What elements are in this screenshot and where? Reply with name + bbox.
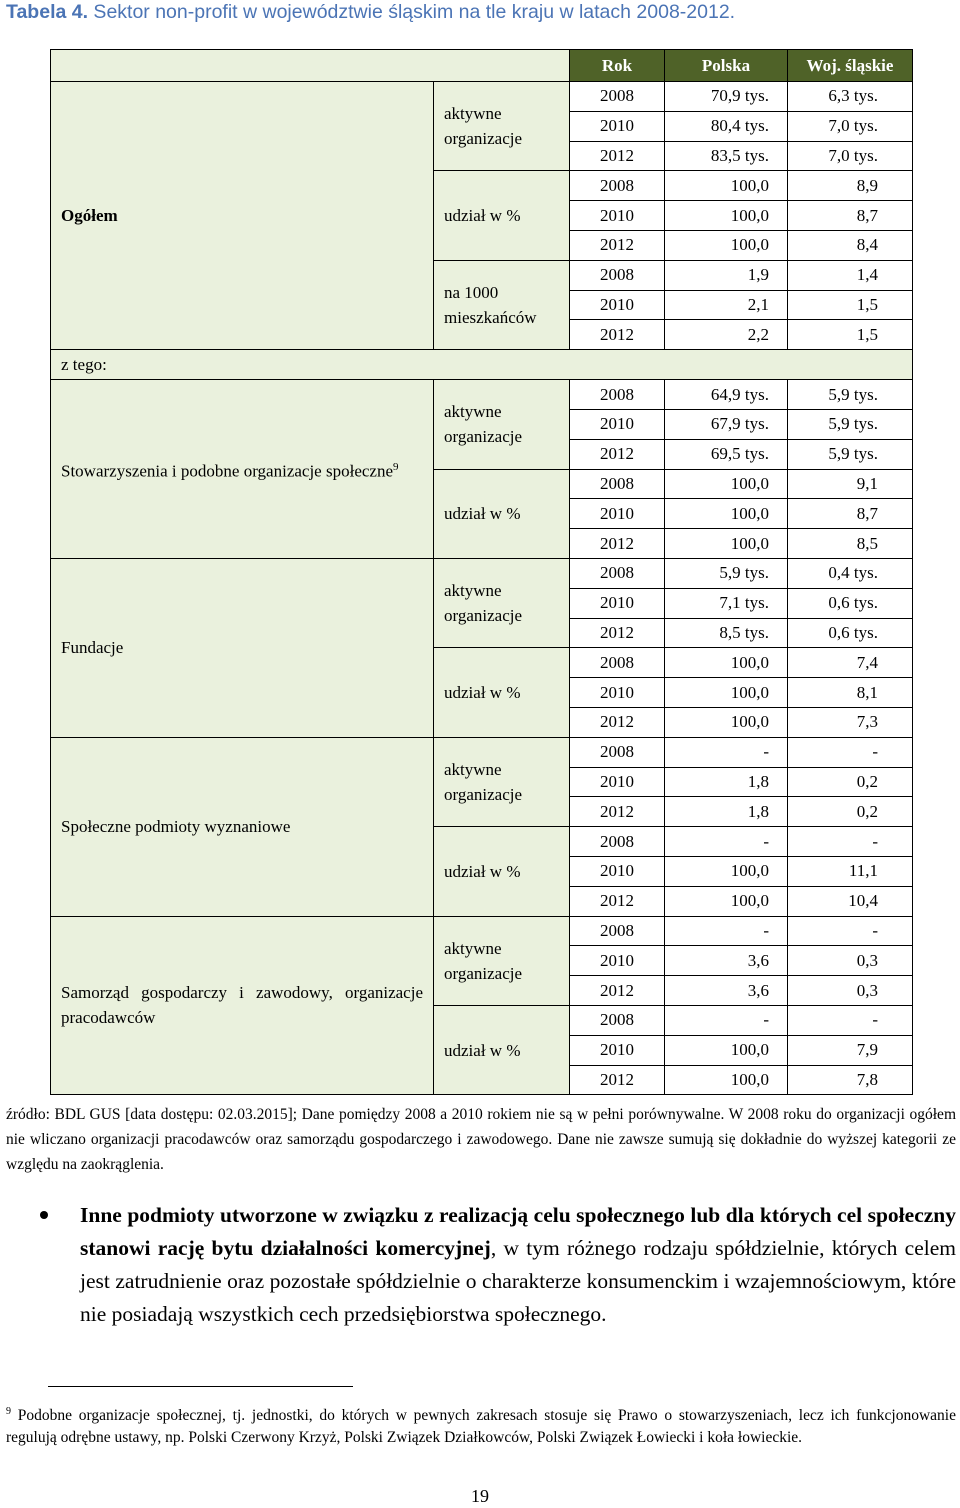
footnote-text: Podobne organizacje społecznej, tj. jednostki, do których w pewnych zakresach stosuje się Prawo o stowarzyszeniach, lecz ich funkcjonowanie regulują odrębne ustawy, np. Polski Czerwony Krzyż, Polski Związek Działkowców, Polski Związek Łowiecki i koła łowieckie. (6, 1407, 956, 1446)
woj-cell: 7,0 tys. (788, 141, 913, 171)
year-cell: 2008 (570, 469, 665, 499)
woj-cell: - (788, 1005, 913, 1035)
footnote-marker: 9 (6, 1406, 11, 1417)
category-cell (51, 737, 434, 916)
polska-cell: 100,0 (665, 648, 788, 678)
category-cell (51, 82, 434, 350)
woj-cell: 1,5 (788, 290, 913, 320)
year-cell: 2008 (570, 648, 665, 678)
year-cell: 2008 (570, 737, 665, 767)
woj-cell: - (788, 916, 913, 946)
measure-label: udział w % (434, 827, 570, 916)
year-cell: 2008 (570, 380, 665, 410)
polska-cell: 100,0 (665, 171, 788, 201)
category-name: Ogółem (61, 206, 118, 226)
footnote-separator (48, 1386, 353, 1387)
polska-cell: 7,1 tys. (665, 588, 788, 618)
polska-cell: 3,6 (665, 946, 788, 976)
measure-label: udział w % (434, 648, 570, 737)
woj-cell: 0,6 tys. (788, 588, 913, 618)
table-row (51, 737, 913, 767)
category-name: Społeczne podmioty wyznaniowe (61, 817, 291, 837)
woj-cell: 5,9 tys. (788, 380, 913, 410)
year-cell: 2010 (570, 201, 665, 231)
measure-label: aktywne organizacje (434, 82, 570, 171)
table-caption (6, 0, 735, 24)
woj-cell: 6,3 tys. (788, 82, 913, 112)
year-cell: 2012 (570, 141, 665, 171)
year-cell: 2008 (570, 558, 665, 588)
polska-cell: 64,9 tys. (665, 380, 788, 410)
z-tego-row (51, 350, 913, 380)
polska-cell: 2,1 (665, 290, 788, 320)
polska-cell: 100,0 (665, 678, 788, 708)
polska-cell: 2,2 (665, 320, 788, 350)
polska-cell: 100,0 (665, 1065, 788, 1095)
bullet-bold: Inne podmioty utworzone w związku z realizacją celu społecznego lub dla których cel społeczny stanowi rację bytu działalności komercyjnej (80, 1203, 956, 1260)
category-cell (51, 558, 434, 737)
bullet-dot-icon (40, 1211, 48, 1219)
year-cell: 2012 (570, 1065, 665, 1095)
header-woj: Woj. śląskie (788, 50, 913, 82)
woj-cell: 1,4 (788, 260, 913, 290)
woj-cell: 7,4 (788, 648, 913, 678)
category-name: Fundacje (61, 638, 124, 658)
woj-cell: 0,2 (788, 767, 913, 797)
polska-cell: 67,9 tys. (665, 409, 788, 439)
woj-cell: 5,9 tys. (788, 439, 913, 469)
polska-cell: - (665, 737, 788, 767)
year-cell: 2012 (570, 886, 665, 916)
year-cell: 2010 (570, 290, 665, 320)
polska-cell: 100,0 (665, 1035, 788, 1065)
woj-cell: 0,3 (788, 946, 913, 976)
measure-label: aktywne organizacje (434, 558, 570, 647)
footnote (6, 1401, 956, 1448)
category-name: Stowarzyszenia i podobne organizacje społeczne (61, 461, 393, 481)
polska-cell: 83,5 tys. (665, 141, 788, 171)
year-cell: 2010 (570, 409, 665, 439)
woj-cell: 8,1 (788, 678, 913, 708)
woj-cell: 8,4 (788, 230, 913, 260)
measure-label: udział w % (434, 469, 570, 558)
polska-cell: 100,0 (665, 529, 788, 559)
woj-cell: 0,6 tys. (788, 618, 913, 648)
table-header-row (51, 50, 913, 82)
bullet-rest: , w tym różnego rodzaju spółdzielnie, których celem jest zatrudnienie oraz pozostałe spółdzielnie o charakterze konsumenckim i wzajemnościowym, które nie posiadają wszystkich cech przedsiębiorstwa społecznego. (80, 1236, 956, 1326)
category-cell (51, 380, 434, 559)
polska-cell: 8,5 tys. (665, 618, 788, 648)
z-tego-label: z tego: (51, 350, 913, 380)
year-cell: 2010 (570, 588, 665, 618)
polska-cell: 1,8 (665, 767, 788, 797)
year-cell: 2008 (570, 1005, 665, 1035)
measure-label: na 1000 mieszkańców (434, 260, 570, 349)
woj-cell: 8,9 (788, 171, 913, 201)
caption-text: Sektor non-profit w województwie śląskim na tle kraju w latach 2008-2012. (88, 1, 736, 23)
year-cell: 2008 (570, 82, 665, 112)
table-row (51, 82, 913, 112)
year-cell: 2012 (570, 797, 665, 827)
woj-cell: 8,7 (788, 201, 913, 231)
polska-cell: 69,5 tys. (665, 439, 788, 469)
woj-cell: 0,3 (788, 976, 913, 1006)
header-year: Rok (570, 50, 665, 82)
year-cell: 2010 (570, 767, 665, 797)
table-row (51, 916, 913, 946)
year-cell: 2008 (570, 171, 665, 201)
woj-cell: 7,3 (788, 707, 913, 737)
polska-cell: 100,0 (665, 886, 788, 916)
category-name: Samorząd gospodarczy i zawodowy, organizacje pracodawców (61, 983, 423, 1028)
woj-cell: 7,0 tys. (788, 111, 913, 141)
polska-cell: 100,0 (665, 856, 788, 886)
year-cell: 2010 (570, 678, 665, 708)
woj-cell: - (788, 827, 913, 857)
source-note: źródło: BDL GUS [data dostępu: 02.03.2015]; Dane pomiędzy 2008 a 2010 rokiem nie są w pełni porównywalne. W 2008 roku do organizacji ogółem nie wliczano organizacji pracodawców oraz samorządu gospodarczego i zawodowego. Dane nie zawsze sumują się dokładnie do wyższej kategorii ze względu na zaokrąglenia. (6, 1106, 956, 1173)
year-cell: 2010 (570, 946, 665, 976)
woj-cell: 7,8 (788, 1065, 913, 1095)
year-cell: 2012 (570, 439, 665, 469)
category-footnote-marker: 9 (393, 460, 399, 473)
polska-cell: - (665, 1005, 788, 1035)
measure-label: udział w % (434, 1005, 570, 1094)
table-row (51, 558, 913, 588)
year-cell: 2008 (570, 260, 665, 290)
measure-label: aktywne organizacje (434, 737, 570, 826)
page-number: 19 (471, 1486, 489, 1506)
woj-cell: 5,9 tys. (788, 409, 913, 439)
woj-cell: 1,5 (788, 320, 913, 350)
woj-cell: - (788, 737, 913, 767)
year-cell: 2010 (570, 856, 665, 886)
table-row (51, 380, 913, 410)
header-polska: Polska (665, 50, 788, 82)
polska-cell: 100,0 (665, 230, 788, 260)
year-cell: 2008 (570, 916, 665, 946)
measure-label: aktywne organizacje (434, 380, 570, 469)
year-cell: 2012 (570, 230, 665, 260)
polska-cell: 100,0 (665, 469, 788, 499)
woj-cell: 9,1 (788, 469, 913, 499)
polska-cell: 1,8 (665, 797, 788, 827)
polska-cell: 3,6 (665, 976, 788, 1006)
year-cell: 2008 (570, 827, 665, 857)
year-cell: 2010 (570, 499, 665, 529)
woj-cell: 7,9 (788, 1035, 913, 1065)
header-blank (51, 50, 570, 82)
polska-cell: 100,0 (665, 499, 788, 529)
polska-cell: 100,0 (665, 707, 788, 737)
woj-cell: 0,2 (788, 797, 913, 827)
bullet-item (40, 1199, 956, 1331)
year-cell: 2012 (570, 320, 665, 350)
polska-cell: 5,9 tys. (665, 558, 788, 588)
category-cell (51, 916, 434, 1095)
polska-cell: - (665, 916, 788, 946)
woj-cell: 11,1 (788, 856, 913, 886)
year-cell: 2012 (570, 707, 665, 737)
year-cell: 2010 (570, 1035, 665, 1065)
polska-cell: - (665, 827, 788, 857)
woj-cell: 8,7 (788, 499, 913, 529)
woj-cell: 8,5 (788, 529, 913, 559)
polska-cell: 70,9 tys. (665, 82, 788, 112)
year-cell: 2012 (570, 976, 665, 1006)
woj-cell: 10,4 (788, 886, 913, 916)
measure-label: udział w % (434, 171, 570, 260)
year-cell: 2010 (570, 111, 665, 141)
polska-cell: 100,0 (665, 201, 788, 231)
year-cell: 2012 (570, 529, 665, 559)
woj-cell: 0,4 tys. (788, 558, 913, 588)
nonprofit-table (50, 49, 913, 1095)
caption-label: Tabela 4. (6, 1, 89, 23)
year-cell: 2012 (570, 618, 665, 648)
measure-label: aktywne organizacje (434, 916, 570, 1005)
bullet-text (80, 1199, 956, 1331)
polska-cell: 1,9 (665, 260, 788, 290)
polska-cell: 80,4 tys. (665, 111, 788, 141)
